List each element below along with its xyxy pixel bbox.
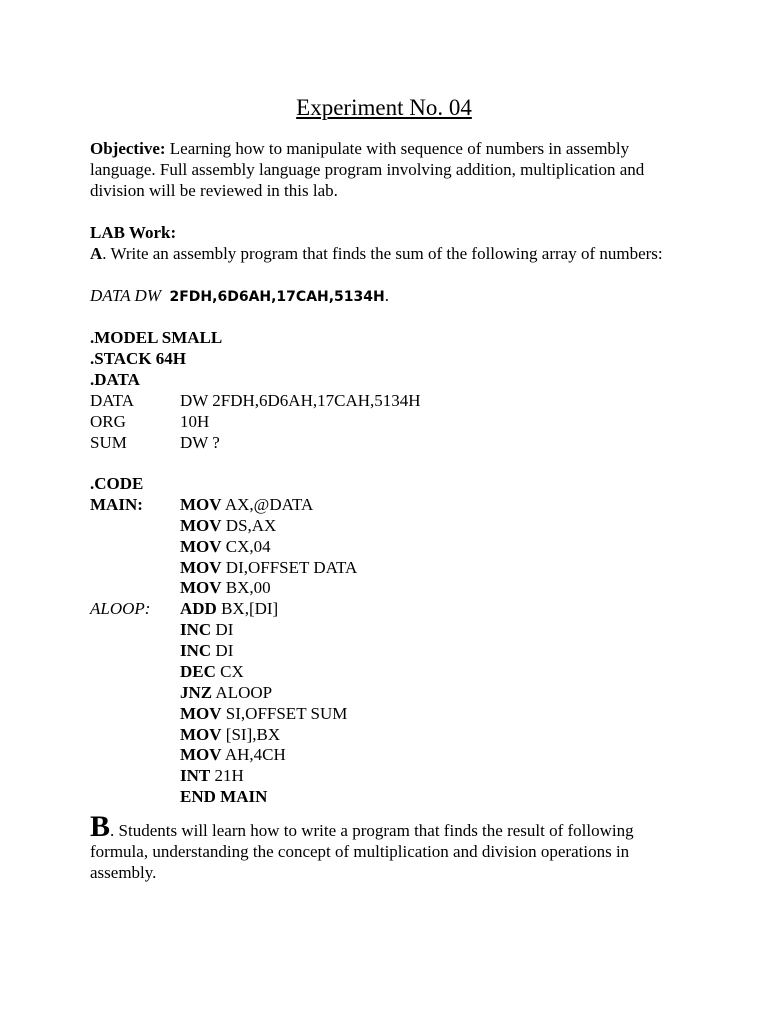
data-array-values: 2FDH,6D6AH,17CAH,5134H [169,289,385,305]
part-b-paragraph [90,810,680,883]
opcode: DEC [180,662,216,681]
code-line [180,765,244,786]
part-a-text: . Write an assembly program that finds the sum of the following array of numbers: [102,244,663,263]
operand: SI,OFFSET SUM [221,704,348,723]
org-row-label: ORG [90,412,126,431]
code-line [180,682,272,703]
aloop-label: ALOOP: [90,599,151,618]
data-array-line [90,285,389,308]
operand: DS,AX [221,516,277,535]
objective-label: Objective: [90,139,166,158]
operand: [SI],BX [221,725,281,744]
code-line [180,577,271,598]
opcode: JNZ [180,683,213,702]
objective-text: Learning how to manipulate with sequence of numbers in assembly language. Full assembly language program involving addition, multiplication and division will be reviewed in this lab. [90,139,645,200]
data-row-value: DW 2FDH,6D6AH,17CAH,5134H [180,391,421,410]
opcode: INC [180,620,212,639]
objective-paragraph [90,138,690,201]
stack-directive: .STACK 64H [90,349,187,368]
opcode: MOV [180,558,222,577]
operand: 21H [210,766,244,785]
data-directive: .DATA [90,370,140,389]
code-line [180,724,280,745]
opcode: END MAIN [180,787,268,806]
part-b-label: B [90,810,111,843]
operand: AH,4CH [221,745,286,764]
part-a-paragraph [90,243,690,264]
sum-row-value: DW ? [180,433,220,452]
sum-row-label: SUM [90,433,127,452]
opcode: INC [180,641,212,660]
data-array-period: . [384,286,389,305]
data-dw-label: DATA DW [90,286,161,305]
code-line [180,619,233,640]
operand: ALOOP [212,683,273,702]
data-row-label: DATA [90,391,134,410]
model-directive: .MODEL SMALL [90,328,223,347]
code-line [180,557,357,578]
operand: CX,04 [221,537,271,556]
operand: DI [211,620,234,639]
opcode: MOV [180,745,222,764]
code-line [180,494,313,515]
part-b-text: . Students will learn how to write a program that finds the result of following formula, understanding the concept of multiplication and division operations in assembly. [90,821,634,882]
code-line [180,744,286,765]
opcode: MOV [180,578,222,597]
opcode: MOV [180,537,222,556]
opcode: INT [180,766,211,785]
code-line [180,786,267,807]
code-line [180,661,244,682]
code-line [180,640,233,661]
code-line [180,515,276,536]
opcode: MOV [180,516,222,535]
opcode: ADD [180,599,217,618]
opcode: MOV [180,495,222,514]
code-line [180,703,347,724]
code-line [180,598,278,619]
code-directive: .CODE [90,474,144,493]
operand: DI,OFFSET DATA [221,558,358,577]
operand: BX,[DI] [216,599,279,618]
main-label: MAIN: [90,495,143,514]
page-title: Experiment No. 04 [296,95,472,120]
operand: DI [211,641,234,660]
lab-work-heading: LAB Work: [90,223,177,242]
org-row-value: 10H [180,412,210,431]
opcode: MOV [180,725,222,744]
operand: CX [215,662,244,681]
operand: BX,00 [221,578,271,597]
code-line [180,536,271,557]
part-a-label: A [90,244,103,263]
opcode: MOV [180,704,222,723]
operand: AX,@DATA [221,495,314,514]
